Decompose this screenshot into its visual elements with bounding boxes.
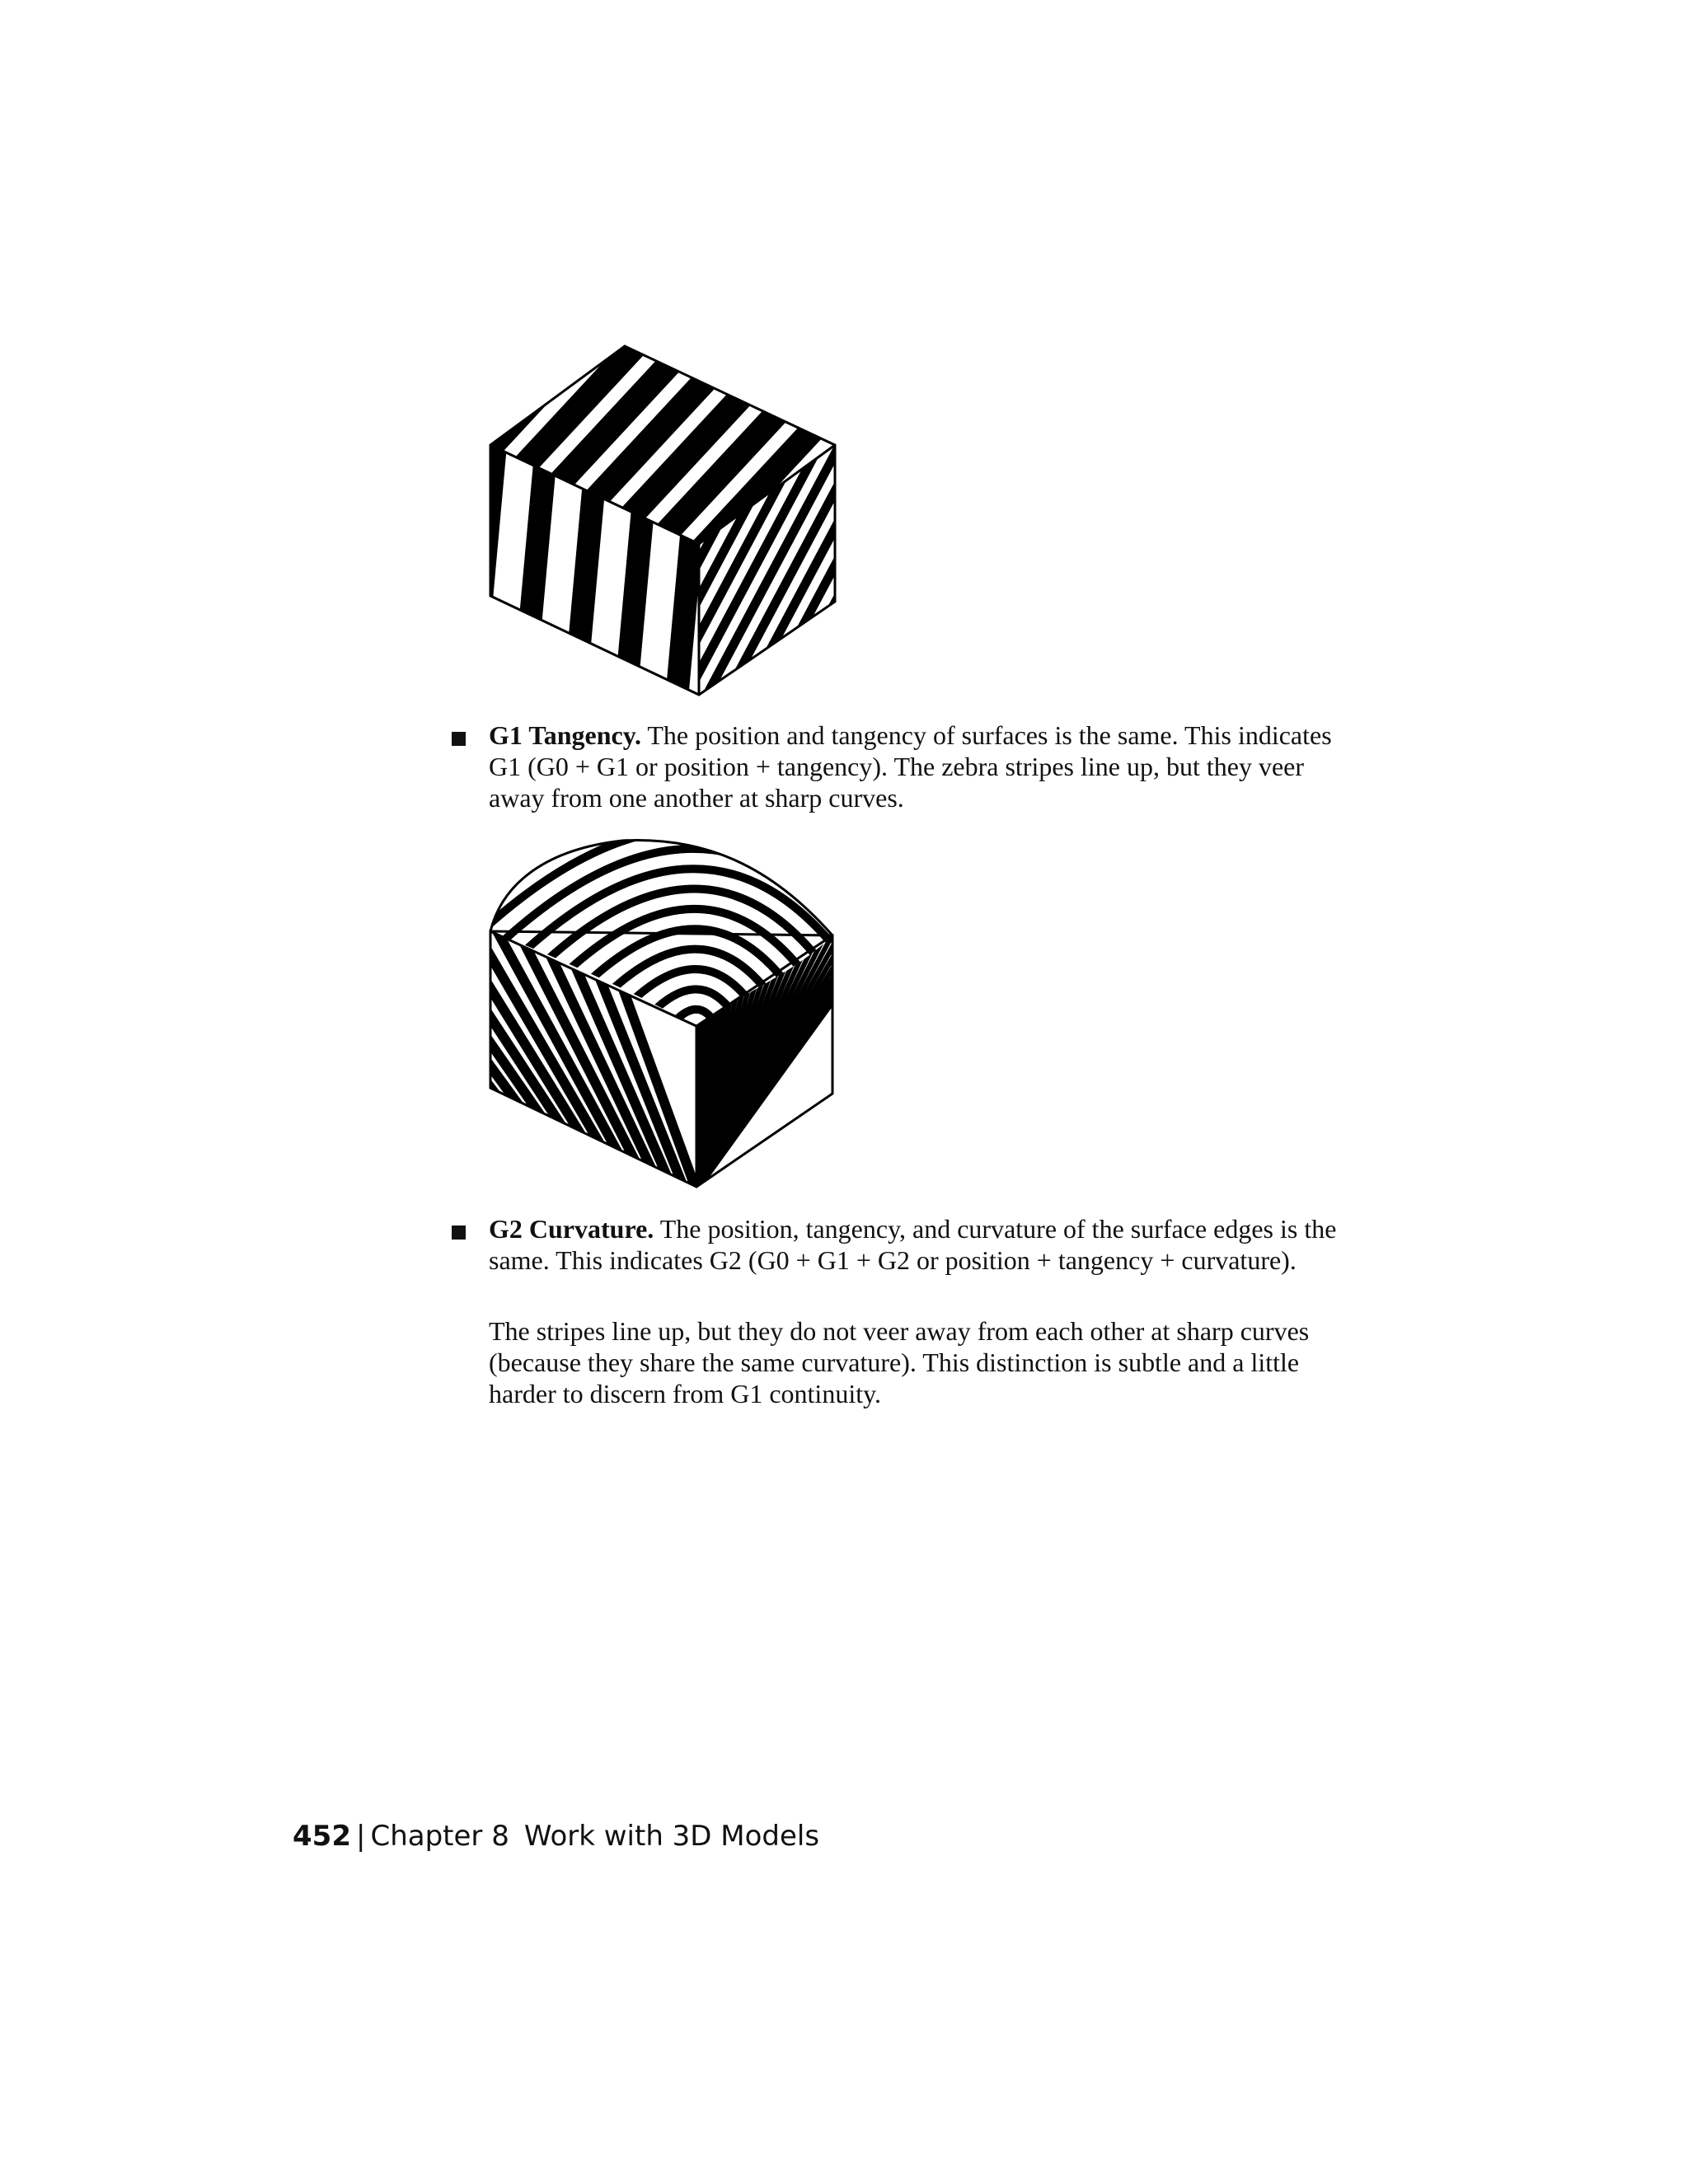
g2-zebra-box-figure	[486, 837, 846, 1193]
chapter-title: Work with 3D Models	[523, 1820, 820, 1853]
g2-description: The position, tangency, and curvature of the surface edges is the same. This indicates G2 (G0 + G1 + G2 or position + tangency + curvature).	[489, 1214, 1337, 1275]
footer-separator: |	[355, 1820, 366, 1853]
page-number: 452	[293, 1820, 351, 1853]
term-g1-tangency: G1 Tangency.	[489, 720, 641, 750]
bullet-g2-curvature	[452, 1213, 1342, 1276]
bullet-square-icon	[452, 1226, 466, 1240]
term-g2-curvature: G2 Curvature.	[489, 1214, 654, 1244]
chapter-label: Chapter 8	[370, 1820, 509, 1853]
g1-zebra-box-figure	[489, 344, 843, 701]
bullet-square-icon	[452, 732, 466, 746]
page-footer	[293, 1820, 819, 1853]
g2-follow-paragraph: The stripes line up, but they do not veer away from each other at sharp curves (because they share the same curvature). This distinction is subtle and a little harder to discern from G1 continuity.	[489, 1316, 1310, 1408]
bullet-g1-tangency	[452, 719, 1342, 813]
g1-description: The position and tangency of surfaces is the same. This indicates G1 (G0 + G1 or position + tangency). The zebra stripes line up, but they veer away from one another at sharp curves.	[489, 720, 1332, 813]
